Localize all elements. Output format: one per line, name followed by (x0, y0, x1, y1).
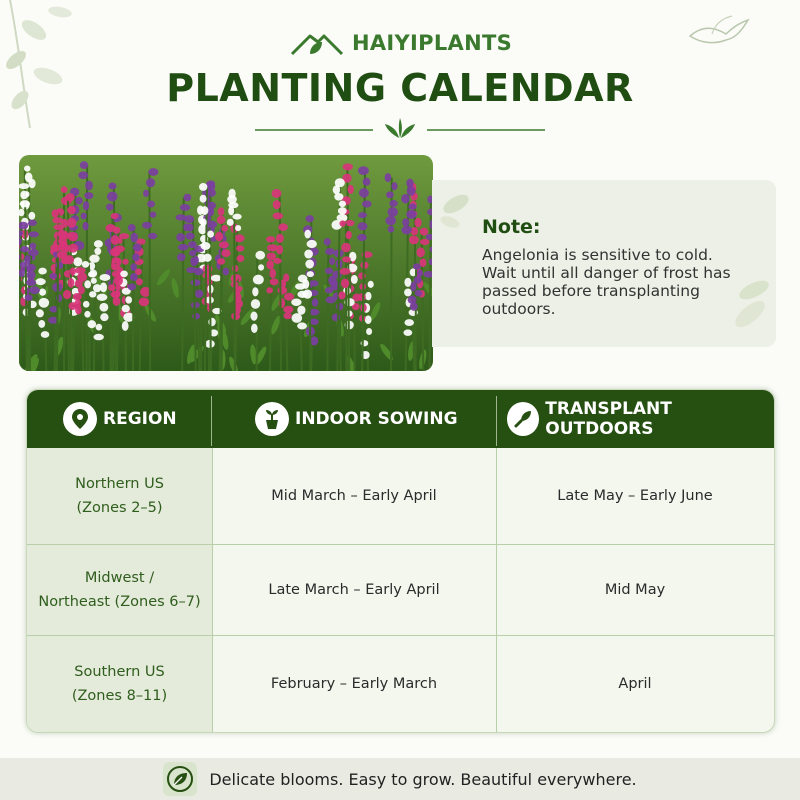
footer-banner (0, 758, 800, 800)
header-label: INDOOR SOWING (295, 409, 458, 429)
indoor-sowing-cell: Mid March – Early April (271, 488, 437, 504)
region-cell (27, 448, 212, 544)
title-divider (255, 116, 545, 140)
note-title: Note: (482, 216, 541, 238)
leaf-sprig-icon (385, 118, 415, 138)
flower-illustration (19, 155, 433, 371)
brand-name: HAIYIPLANTS (351, 31, 512, 55)
transplant-cell: April (618, 676, 652, 692)
note-line: outdoors. (482, 300, 556, 318)
brand-header (0, 26, 800, 60)
seedling-pot-icon (255, 402, 289, 436)
leaf-branch-decoration (0, 0, 90, 130)
leaf-watermark-icon (436, 186, 476, 236)
header-indoor-sowing (255, 390, 458, 448)
location-pin-icon (63, 402, 97, 436)
leaf-circle-icon (163, 762, 197, 796)
header-transplant-outdoors (507, 390, 774, 448)
header-region (63, 390, 177, 448)
indoor-sowing-cell: February – Early March (270, 676, 438, 692)
region-name: Midwest / (84, 570, 155, 586)
trowel-icon (507, 402, 539, 436)
table-header (27, 390, 774, 448)
planting-calendar-table (26, 389, 775, 733)
header-separator (211, 396, 212, 446)
transplant-cell: Late May – Early June (557, 488, 713, 504)
note-card (432, 180, 776, 347)
header-label: REGION (103, 409, 177, 429)
header-separator (496, 396, 497, 446)
region-name: Southern US (74, 664, 165, 680)
region-cell (27, 636, 212, 732)
region-zones: (Zones 8–11) (71, 688, 168, 704)
region-name: Northern US (75, 476, 164, 492)
note-line: passed before transplanting (482, 282, 700, 300)
note-line: Wait until all danger of frost has (482, 264, 731, 282)
page-title: PLANTING CALENDAR (166, 66, 634, 110)
header-label: TRANSPLANT OUTDOORS (545, 399, 672, 439)
house-leaf-icon (288, 30, 346, 56)
region-zones: (Zones 2–5) (76, 500, 163, 516)
region-zones: Northeast (Zones 6–7) (38, 594, 201, 610)
note-line: Angelonia is sensitive to cold. (482, 246, 713, 264)
indoor-sowing-cell: Late March – Early April (268, 582, 440, 598)
transplant-cell: Mid May (604, 582, 666, 598)
angelonia-flower-photo (19, 155, 433, 371)
note-text (482, 246, 742, 318)
footer-tagline: Delicate blooms. Easy to grow. Beautiful everywhere. (209, 769, 637, 789)
region-cell (27, 545, 212, 635)
